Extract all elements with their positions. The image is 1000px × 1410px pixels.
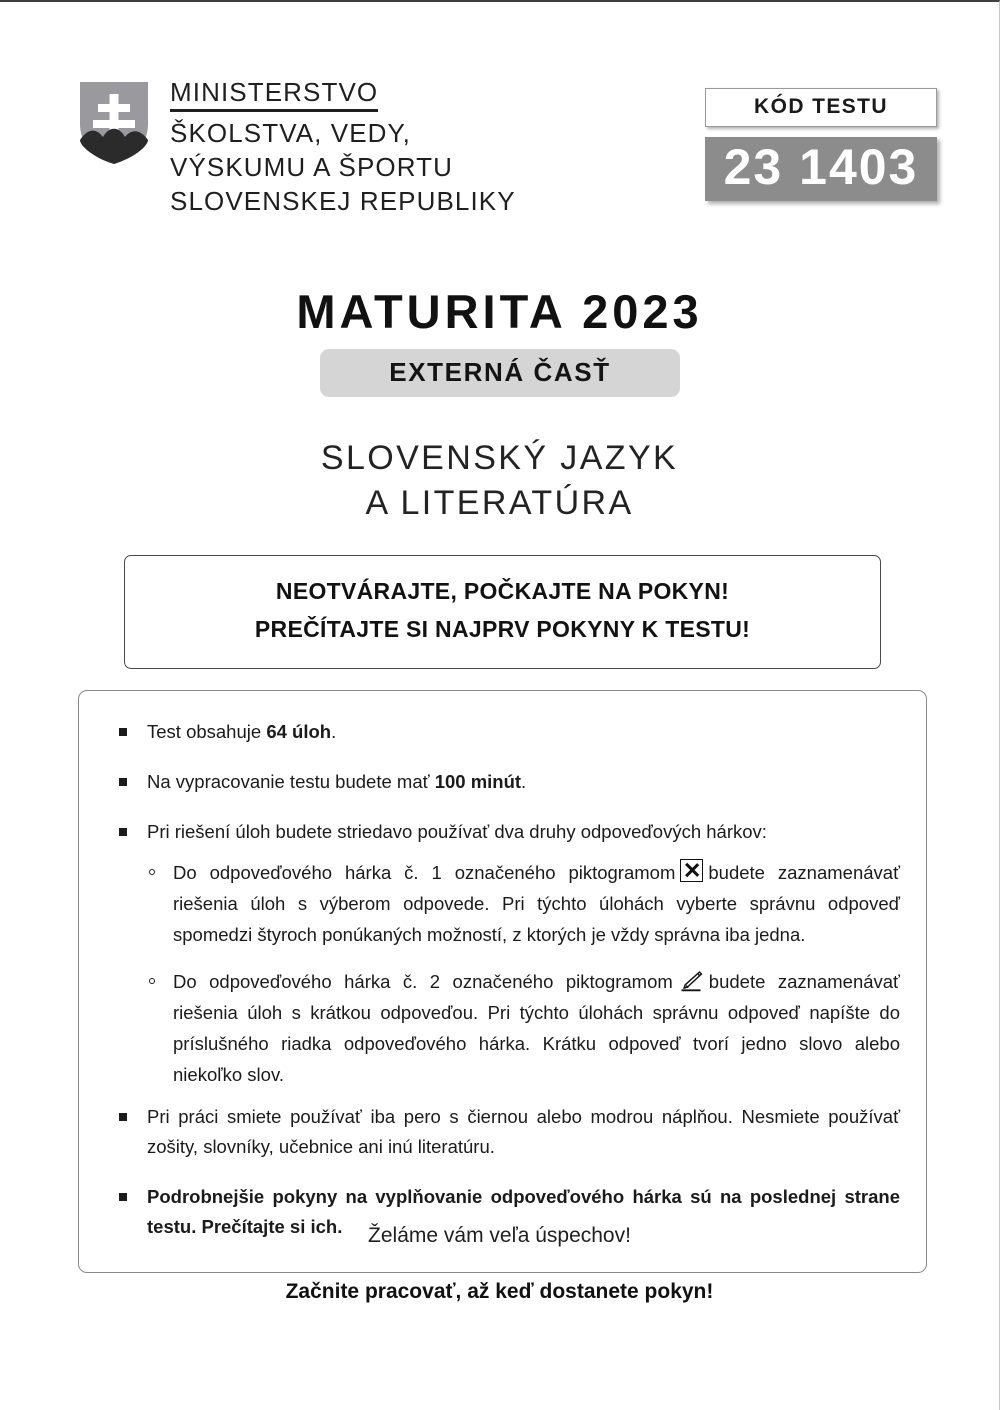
ministry-line-4: SLOVENSKEJ REPUBLIKY bbox=[170, 185, 516, 216]
page-header bbox=[78, 74, 937, 224]
instruction-item-duration bbox=[105, 767, 900, 797]
instruction-text: Pri práci smiete používať iba pero s čiernou alebo modrou náplňou. Nesmiete používať zošity, slovníky, učebnice ani inú literatúru. bbox=[147, 1106, 900, 1158]
page-title: MATURITA 2023 bbox=[296, 285, 703, 338]
notice-line-2: PREČÍTAJTE SI NAJPRV POKYNY K TESTU! bbox=[254, 615, 751, 642]
test-code-value: 23 1403 bbox=[705, 137, 937, 201]
instruction-highlight: 100 minút bbox=[434, 770, 522, 792]
ministry-line-2: ŠKOLSTVA, VEDY, bbox=[170, 118, 411, 149]
instruction-text: Pri riešení úloh budete striedavo používať dva druhy odpoveďových hárkov: bbox=[147, 820, 767, 842]
exam-part-badge: EXTERNÁ ČASŤ bbox=[320, 349, 680, 397]
instruction-highlight: 64 úloh bbox=[266, 721, 332, 742]
ministry-branding bbox=[78, 74, 516, 218]
circle-bullet-icon bbox=[149, 869, 155, 875]
test-code-label: KÓD TESTU bbox=[705, 88, 937, 127]
start-instruction-message: Začnite pracovať, až keď dostanete pokyn! bbox=[285, 1280, 714, 1303]
pencil-icon bbox=[678, 970, 704, 992]
circle-bullet-icon bbox=[149, 978, 155, 984]
subject-line-1: SLOVENSKÝ JAZYK bbox=[320, 439, 679, 477]
answer-sheet-sublist bbox=[147, 857, 900, 1091]
instruction-text-post: . bbox=[521, 770, 527, 792]
sub-instruction-sheet-1 bbox=[147, 857, 900, 950]
instruction-text-post: . bbox=[331, 721, 337, 742]
instruction-item-task-count bbox=[105, 717, 900, 747]
square-bullet-icon bbox=[119, 778, 127, 786]
boxed-x-icon bbox=[680, 859, 703, 882]
warning-notice-box bbox=[124, 555, 881, 669]
square-bullet-icon bbox=[119, 828, 127, 836]
instruction-text-pre: Test obsahuje bbox=[147, 721, 267, 742]
sub-instruction-sheet-2 bbox=[147, 966, 900, 1090]
slovak-coat-of-arms-icon bbox=[78, 80, 150, 166]
subject-line-2: A LITERATÚRA bbox=[365, 483, 634, 522]
sub-instruction-post: budete zaznamenávať riešenia úloh s krátkou odpoveďou. Pri týchto úlohách správnu odpoveď napíšte do príslušného riadka odpoveďového hárka. Krátku odpoveď tvorí jedno slovo alebo niekoľko slov. bbox=[173, 971, 900, 1086]
ministry-name bbox=[170, 78, 516, 218]
sub-instruction-pre: Do odpoveďového hárka č. 2 označeného piktogramom bbox=[173, 971, 673, 993]
subject-title bbox=[0, 436, 999, 526]
instruction-item-answer-sheets bbox=[105, 817, 900, 1091]
ministry-line-1: MINISTERSTVO bbox=[170, 78, 378, 112]
instructions-list bbox=[105, 717, 900, 1242]
good-luck-message: Želáme vám veľa úspechov! bbox=[368, 1224, 631, 1247]
notice-line-1: NEOTVÁRAJTE, POČKAJTE NA POKYN! bbox=[275, 578, 730, 604]
square-bullet-icon bbox=[119, 1113, 127, 1121]
instructions-box bbox=[78, 690, 927, 1273]
ministry-line-3: VÝSKUMU A ŠPORTU bbox=[170, 151, 453, 182]
sub-instruction-pre: Do odpoveďového hárka č. 1 označeného piktogramom bbox=[173, 861, 676, 883]
instruction-text-pre: Na vypracovanie testu budete mať bbox=[147, 770, 435, 792]
square-bullet-icon bbox=[119, 728, 127, 736]
test-code-block bbox=[705, 88, 937, 201]
instruction-item-allowed-tools bbox=[105, 1102, 900, 1162]
square-bullet-icon bbox=[119, 1193, 127, 1201]
instruction-text: Podrobnejšie pokyny na vyplňovanie odpoveďového hárka sú na poslednej strane testu. Prečítajte si ich. bbox=[147, 1186, 900, 1238]
sub-instruction-post: budete zaznamenávať riešenia úloh s výberom odpovede. Pri týchto úlohách vyberte správnu odpoveď spomedzi štyroch ponúkaných možností, z ktorých je vždy správna iba jedna. bbox=[173, 861, 901, 946]
